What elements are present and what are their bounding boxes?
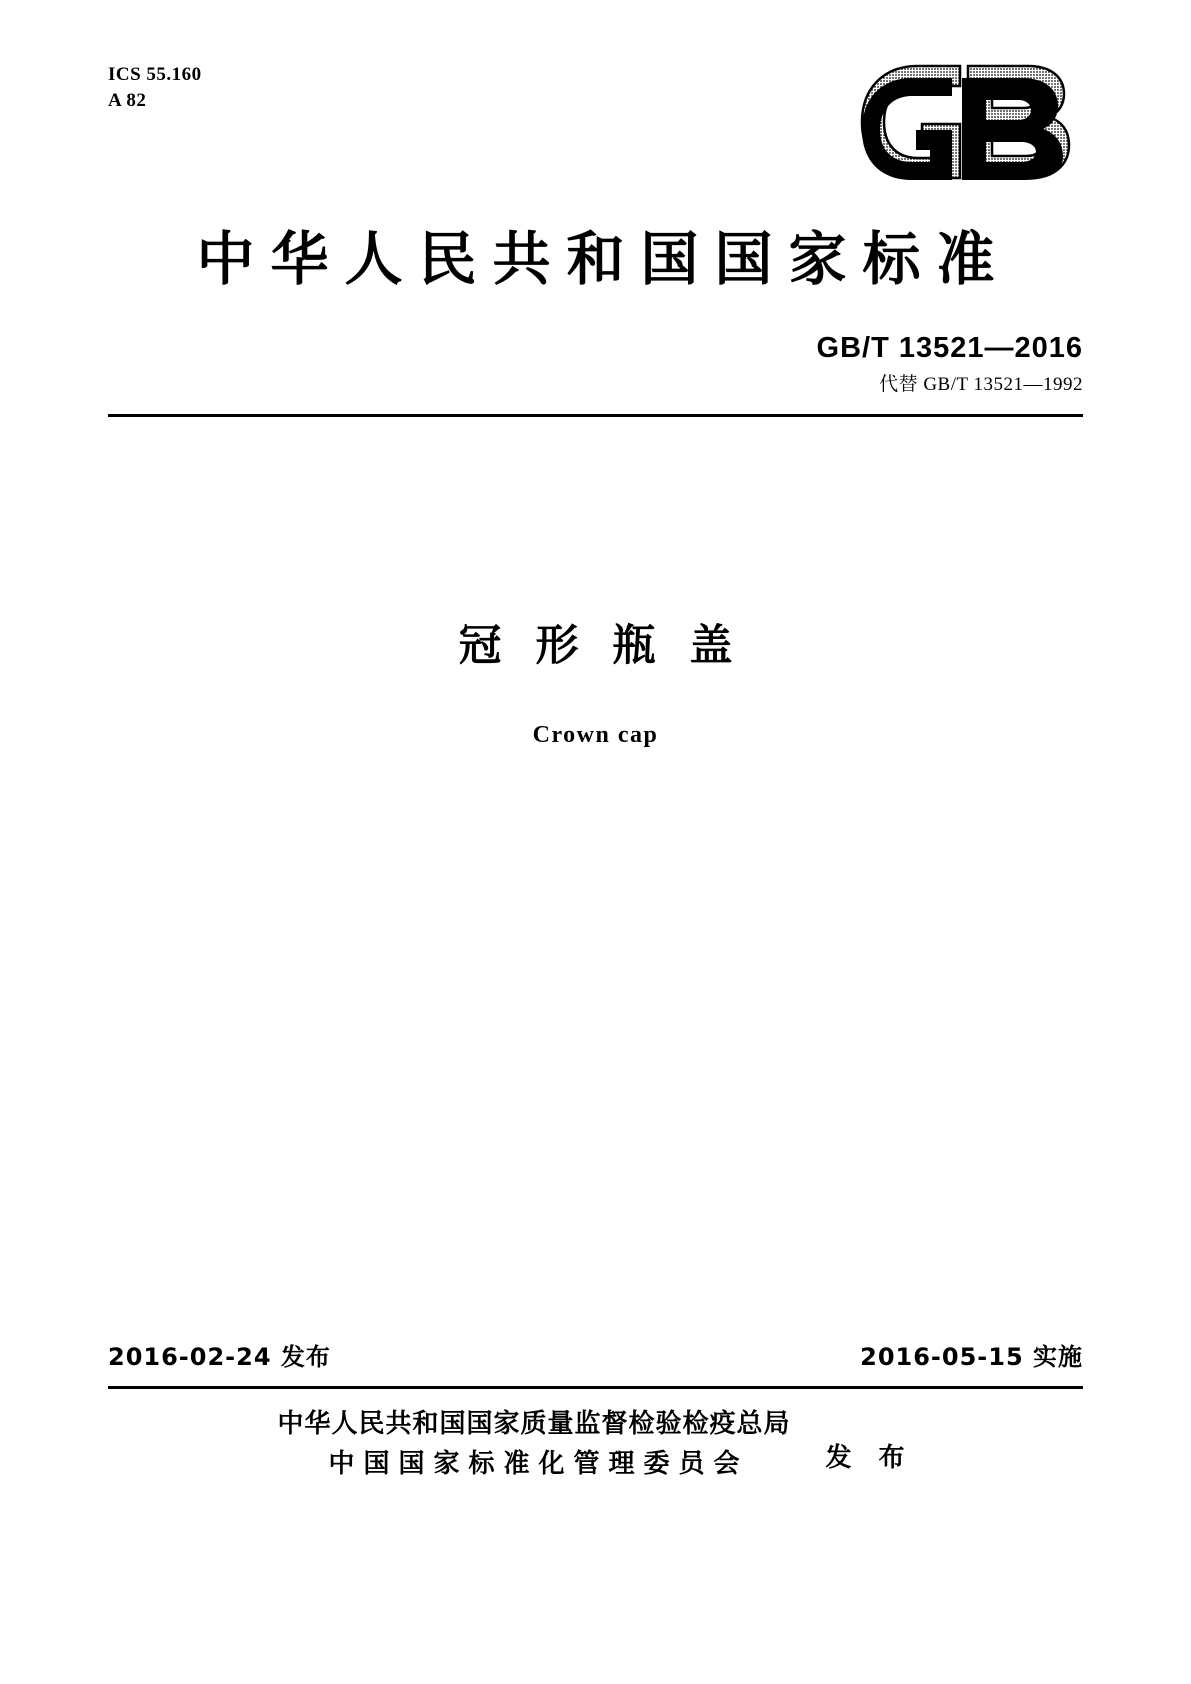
standard-replaces: 代替 GB/T 13521—1992 xyxy=(879,374,1083,395)
ics-classification-block xyxy=(108,62,202,114)
divider-bottom xyxy=(108,1386,1083,1389)
document-title-english: Crown cap xyxy=(532,722,659,748)
issuer-organizations xyxy=(277,1404,790,1484)
divider-top xyxy=(108,414,1083,417)
issuer-organization-secondary: 中国国家标准化管理委员会 xyxy=(328,1449,749,1479)
issuer-action-label: 发 布 xyxy=(825,1442,914,1473)
classification-code: A 82 xyxy=(108,90,147,111)
effective-date: 2016-05-15 实施 xyxy=(860,1343,1083,1371)
issuer-block xyxy=(0,1404,1191,1484)
page-title: 中华人民共和国国家标准 xyxy=(196,225,1011,293)
issue-date: 2016-02-24 发布 xyxy=(108,1343,331,1371)
document-title-chinese: 冠形瓶盖 xyxy=(458,621,767,671)
standard-number: GB/T 13521—2016 xyxy=(816,332,1083,364)
issuer-organization-primary: 中华人民共和国国家质量监督检验检疫总局 xyxy=(277,1409,791,1439)
standard-number-block xyxy=(817,332,1083,396)
ics-code: ICS 55.160 xyxy=(108,64,202,85)
gb-logo-icon xyxy=(856,62,1086,182)
